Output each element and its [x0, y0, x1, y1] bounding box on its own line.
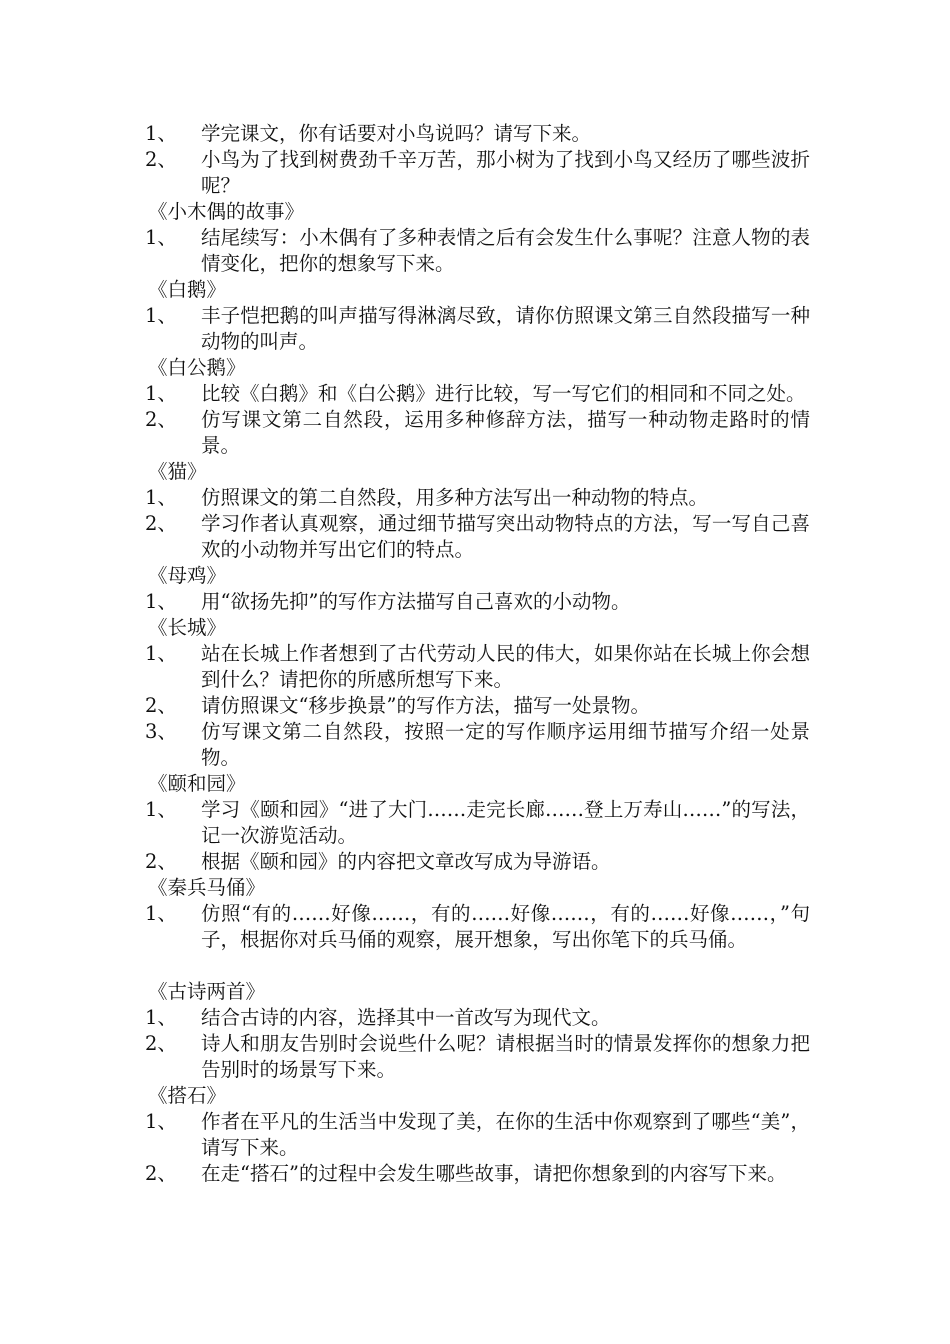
lesson-title: 《白鹅》	[148, 278, 227, 301]
exercise-number: 1、	[145, 902, 177, 925]
exercise-text: 诗人和朋友告别时会说些什么呢？请根据当时的情景发挥你的想象力把告别时的场景写下来。	[201, 1032, 810, 1081]
exercise-number: 2、	[145, 850, 177, 873]
exercise-item	[145, 1005, 810, 1031]
exercise-item	[145, 1109, 810, 1161]
exercise-number: 2、	[145, 694, 177, 717]
exercise-text: 学习《颐和园》“进了大门……走完长廊……登上万寿山……”的写法，记一次游览活动。	[201, 798, 810, 847]
exercise-text: 在走“搭石”的过程中会发生哪些故事，请把你想象到的内容写下来。	[201, 1162, 787, 1185]
lesson-title: 《古诗两首》	[148, 980, 266, 1003]
exercise-item	[145, 303, 810, 355]
exercise-item	[145, 797, 810, 849]
exercise-number: 1、	[145, 798, 177, 821]
exercise-number: 2、	[145, 512, 177, 535]
exercise-number: 2、	[145, 1162, 177, 1185]
exercise-number: 1、	[145, 226, 177, 249]
exercise-number: 1、	[145, 382, 177, 405]
exercise-item	[145, 511, 810, 563]
exercise-item	[145, 849, 810, 875]
exercise-item	[145, 693, 810, 719]
exercise-number: 1、	[145, 1110, 177, 1133]
exercise-number: 1、	[145, 590, 177, 613]
exercise-item	[145, 225, 810, 277]
lesson-title: 《秦兵马俑》	[148, 876, 266, 899]
exercise-text: 仿照课文的第二自然段，用多种方法写出一种动物的特点。	[201, 486, 709, 509]
exercise-number: 2、	[145, 408, 177, 431]
exercise-text: 仿照“有的……好像……，有的……好像……，有的……好像……，”句子，根据你对兵马俑的观察，展开想象，写出你笔下的兵马俑。	[201, 902, 810, 951]
lesson-title: 《母鸡》	[148, 564, 227, 587]
exercise-text: 站在长城上作者想到了古代劳动人民的伟大，如果你站在长城上你会想到什么？请把你的所感所想写下来。	[201, 642, 810, 691]
exercise-text: 请仿照课文“移步换景”的写作方法，描写一处景物。	[201, 694, 650, 717]
document-body	[145, 121, 810, 1187]
exercise-item	[145, 901, 810, 953]
exercise-number: 1、	[145, 642, 177, 665]
exercise-text: 用“欲扬先抑”的写作方法描写自己喜欢的小动物。	[201, 590, 631, 613]
exercise-item	[145, 147, 810, 199]
exercise-text: 根据《颐和园》的内容把文章改写成为导游语。	[201, 850, 611, 873]
exercise-number: 2、	[145, 148, 177, 171]
exercise-text: 结尾续写：小木偶有了多种表情之后有会发生什么事呢？注意人物的表情变化，把你的想象写下来。	[201, 226, 810, 275]
exercise-text: 作者在平凡的生活当中发现了美，在你的生活中你观察到了哪些“美”，请写下来。	[201, 1110, 810, 1159]
exercise-item	[145, 381, 810, 407]
exercise-text: 仿写课文第二自然段，按照一定的写作顺序运用细节描写介绍一处景物。	[201, 720, 810, 769]
exercise-item	[145, 589, 810, 615]
lesson-title: 《小木偶的故事》	[148, 200, 305, 223]
exercise-item	[145, 719, 810, 771]
lesson-title: 《白公鹅》	[148, 356, 246, 379]
exercise-number: 1、	[145, 304, 177, 327]
lesson-title: 《长城》	[148, 616, 227, 639]
exercise-number: 1、	[145, 486, 177, 509]
exercise-item	[145, 1031, 810, 1083]
lesson-title: 《猫》	[148, 460, 207, 483]
exercise-item	[145, 121, 810, 147]
exercise-item	[145, 1161, 810, 1187]
lesson-title: 《颐和园》	[148, 772, 246, 795]
exercise-text: 比较《白鹅》和《白公鹅》进行比较，写一写它们的相同和不同之处。	[201, 382, 806, 405]
lesson-title: 《搭石》	[148, 1084, 227, 1107]
exercise-number: 1、	[145, 122, 177, 145]
exercise-number: 2、	[145, 1032, 177, 1055]
exercise-text: 小鸟为了找到树费劲千辛万苦，那小树为了找到小鸟又经历了哪些波折呢？	[201, 148, 810, 197]
exercise-text: 学习作者认真观察，通过细节描写突出动物特点的方法，写一写自己喜欢的小动物并写出它们的特点。	[201, 512, 810, 561]
exercise-text: 丰子恺把鹅的叫声描写得淋漓尽致，请你仿照课文第三自然段描写一种动物的叫声。	[201, 304, 810, 353]
exercise-text: 学完课文，你有话要对小鸟说吗？请写下来。	[201, 122, 592, 145]
exercise-number: 3、	[145, 720, 177, 743]
exercise-text: 结合古诗的内容，选择其中一首改写为现代文。	[201, 1006, 611, 1029]
exercise-item	[145, 407, 810, 459]
exercise-item	[145, 641, 810, 693]
exercise-item	[145, 485, 810, 511]
exercise-text: 仿写课文第二自然段，运用多种修辞方法，描写一种动物走路时的情景。	[201, 408, 810, 457]
exercise-number: 1、	[145, 1006, 177, 1029]
blank-line	[145, 953, 810, 979]
